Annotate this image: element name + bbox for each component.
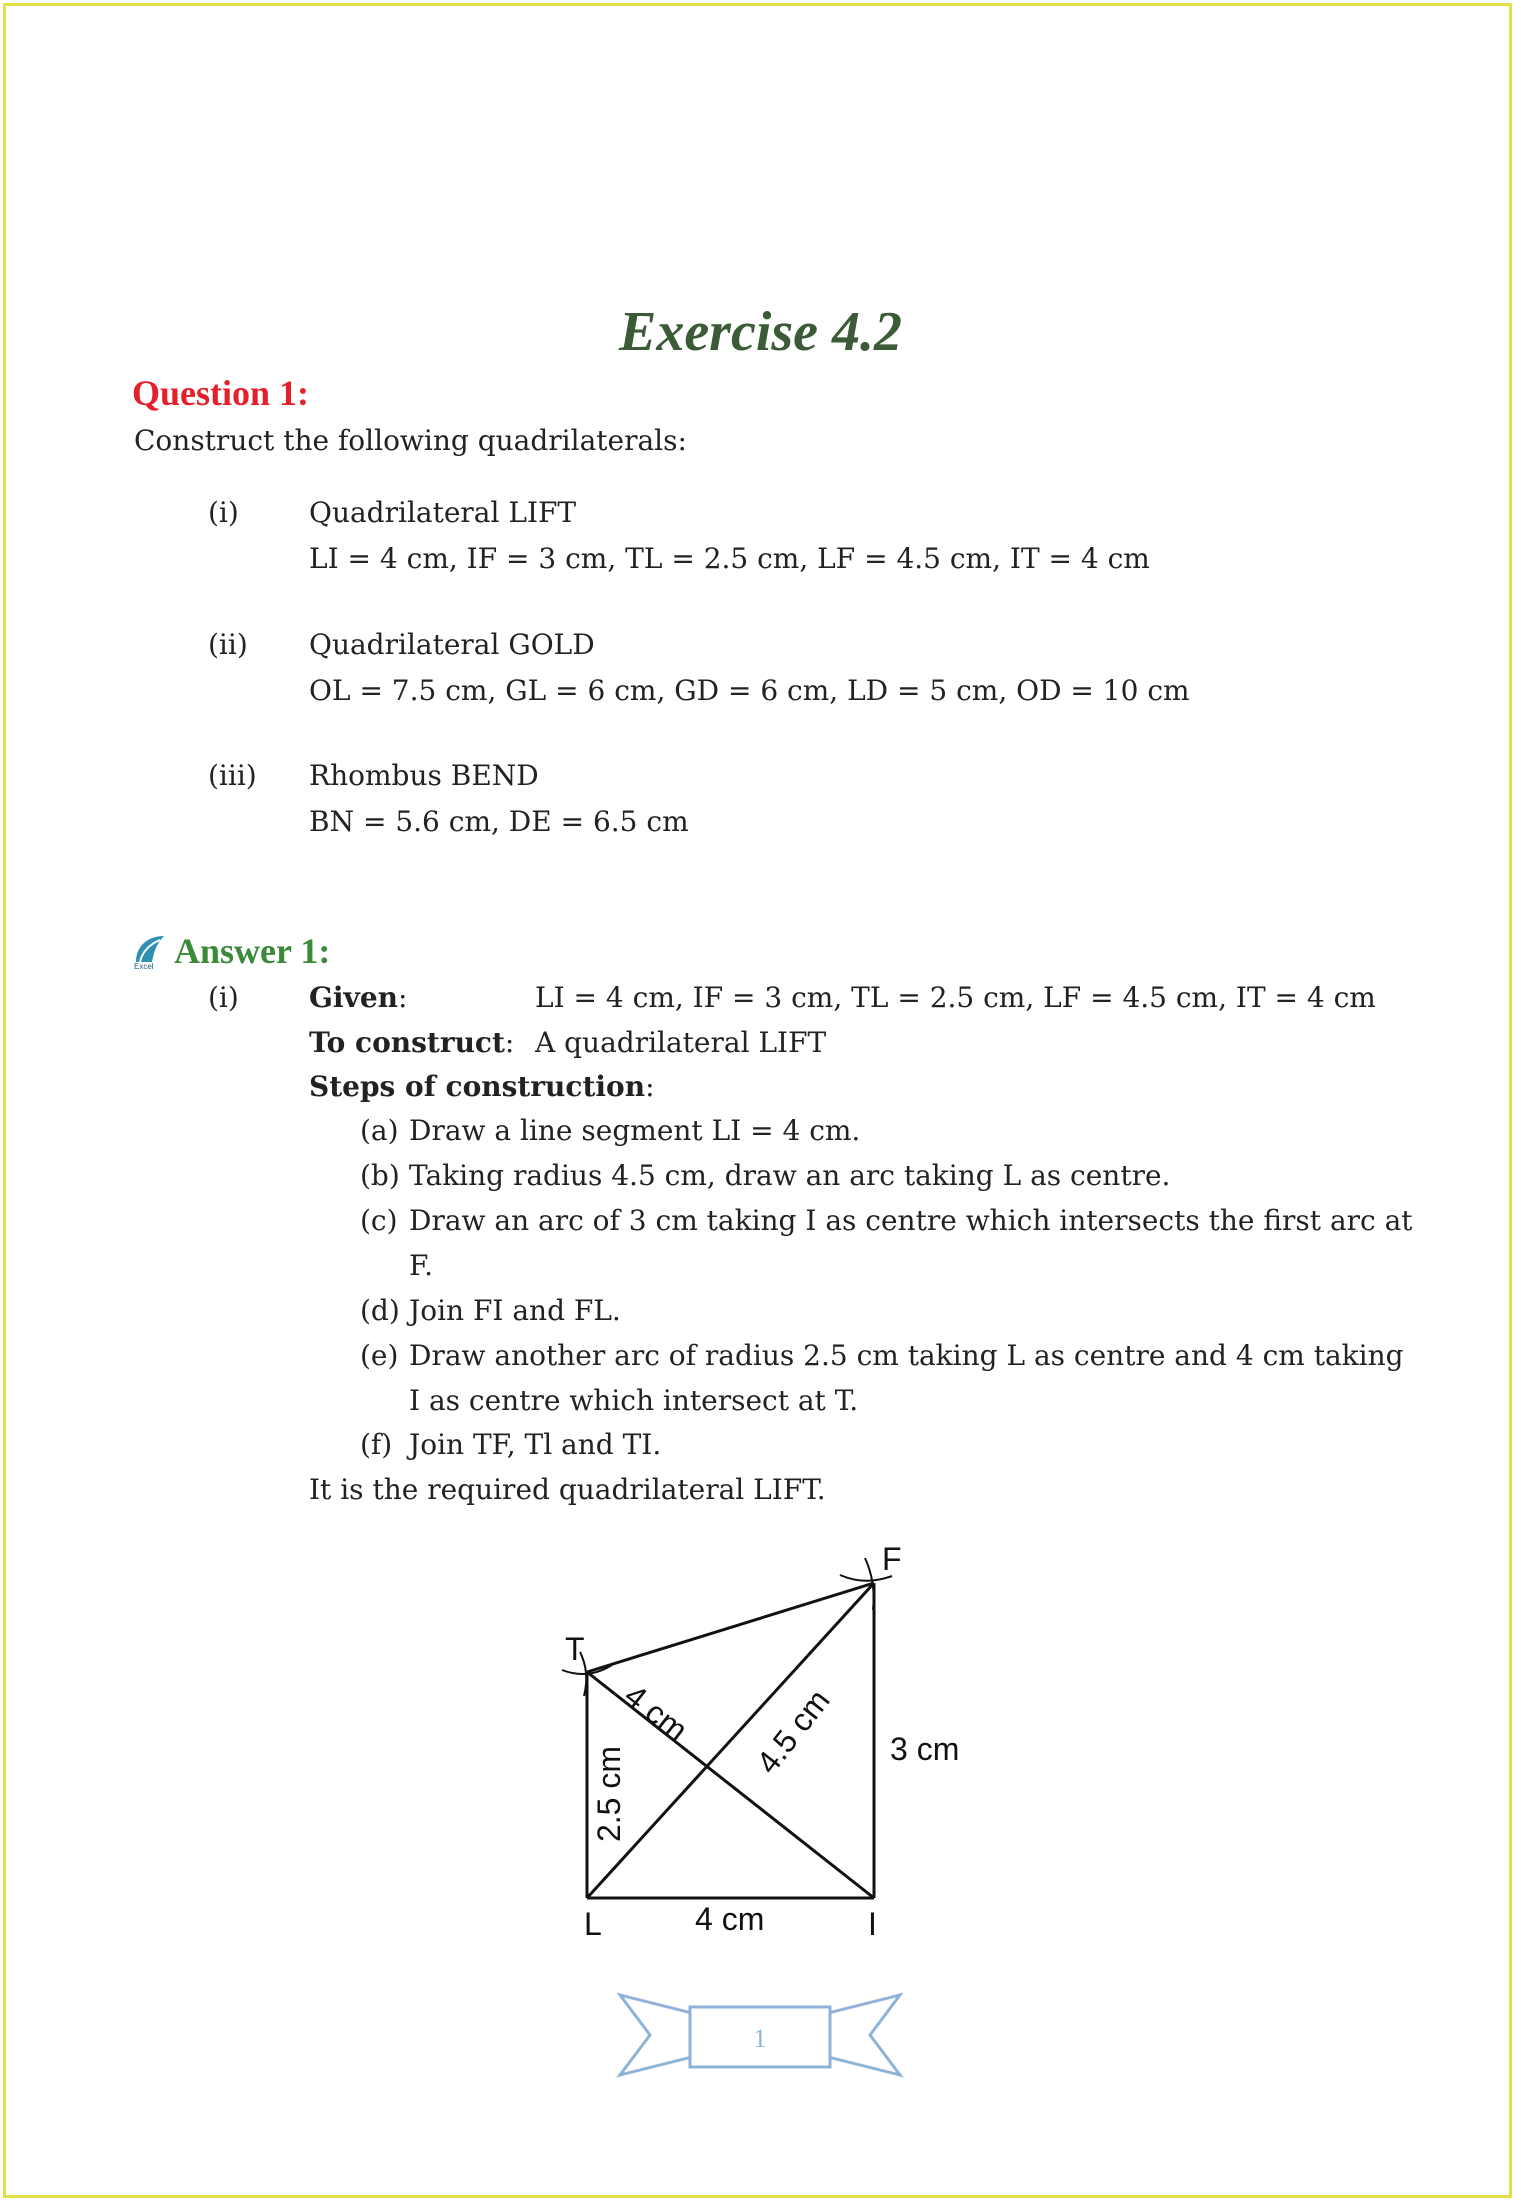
step-label: (a) bbox=[360, 1114, 399, 1147]
question-item-measures: BN = 5.6 cm, DE = 6.5 cm bbox=[309, 805, 689, 838]
question-item-measures: OL = 7.5 cm, GL = 6 cm, GD = 6 cm, LD = 5 cm, OD = 10 cm bbox=[309, 674, 1190, 707]
question-item-num: (iii) bbox=[208, 759, 257, 792]
question-item-name: Quadrilateral GOLD bbox=[309, 628, 595, 661]
question-item-num: (ii) bbox=[208, 628, 248, 661]
question-item-measures: LI = 4 cm, IF = 3 cm, TL = 2.5 cm, LF = 4.5 cm, IT = 4 cm bbox=[309, 542, 1150, 575]
edge-tf bbox=[587, 1583, 874, 1672]
step-label: (d) bbox=[360, 1294, 400, 1327]
step-text: Draw another arc of radius 2.5 cm taking L as centre and 4 cm taking bbox=[409, 1339, 1404, 1372]
vertex-label-l: L bbox=[584, 1906, 602, 1942]
question-intro: Construct the following quadrilaterals: bbox=[134, 424, 687, 457]
step-text: Draw a line segment LI = 4 cm. bbox=[409, 1114, 861, 1147]
edge-label-li: 4 cm bbox=[695, 1901, 765, 1937]
edge-label-tl: 2.5 cm bbox=[591, 1745, 627, 1842]
question-heading: Question 1: bbox=[132, 373, 310, 413]
steps-label: Steps of construction: bbox=[309, 1070, 655, 1103]
page-number: 1 bbox=[753, 2024, 767, 2053]
step-text: Join FI and FL. bbox=[409, 1294, 621, 1327]
step-label: (c) bbox=[360, 1204, 398, 1237]
page-number-ribbon bbox=[610, 1985, 910, 2085]
given-label-text: Given bbox=[309, 981, 398, 1014]
answer-part-num: (i) bbox=[208, 981, 239, 1014]
conclusion: It is the required quadrilateral LIFT. bbox=[309, 1473, 826, 1506]
step-label: (e) bbox=[360, 1339, 399, 1372]
vertex-label-f: F bbox=[882, 1541, 902, 1577]
vertex-label-i: I bbox=[868, 1906, 877, 1942]
construct-value: A quadrilateral LIFT bbox=[535, 1026, 827, 1059]
quadrilateral-lift-diagram bbox=[540, 1520, 1000, 1950]
ribbon-left-tail bbox=[620, 1995, 700, 2075]
step-label: (f) bbox=[360, 1428, 393, 1461]
step-text: F. bbox=[409, 1249, 433, 1282]
exercise-title: Exercise 4.2 bbox=[618, 301, 903, 363]
edge-label-it: 4 cm bbox=[617, 1677, 695, 1749]
construct-label: To construct: bbox=[309, 1026, 515, 1059]
given-label: Given: bbox=[309, 981, 408, 1014]
ribbon-right-tail bbox=[820, 1995, 900, 2075]
step-text: I as centre which intersect at T. bbox=[409, 1384, 859, 1417]
question-item-name: Rhombus BEND bbox=[309, 759, 539, 792]
question-item-name: Quadrilateral LIFT bbox=[309, 496, 577, 529]
step-text: Taking radius 4.5 cm, draw an arc taking L as centre. bbox=[409, 1159, 1171, 1192]
step-label: (b) bbox=[360, 1159, 400, 1192]
brand-logo bbox=[132, 932, 170, 970]
edge-label-if: 3 cm bbox=[890, 1731, 960, 1767]
brand-logo-text: Excel bbox=[134, 962, 154, 970]
steps-label-text: Steps of construction bbox=[309, 1070, 646, 1103]
vertex-label-t: T bbox=[565, 1631, 585, 1667]
edge-label-lf: 4.5 cm bbox=[749, 1682, 837, 1781]
construct-label-text: To construct bbox=[309, 1026, 505, 1059]
edge-lf bbox=[587, 1583, 874, 1898]
answer-heading: Answer 1: bbox=[174, 931, 331, 971]
question-item-num: (i) bbox=[208, 496, 239, 529]
step-text: Draw an arc of 3 cm taking I as centre which intersects the first arc at bbox=[409, 1204, 1413, 1237]
given-value: LI = 4 cm, IF = 3 cm, TL = 2.5 cm, LF = 4.5 cm, IT = 4 cm bbox=[535, 981, 1376, 1014]
step-text: Join TF, Tl and TI. bbox=[409, 1428, 662, 1461]
